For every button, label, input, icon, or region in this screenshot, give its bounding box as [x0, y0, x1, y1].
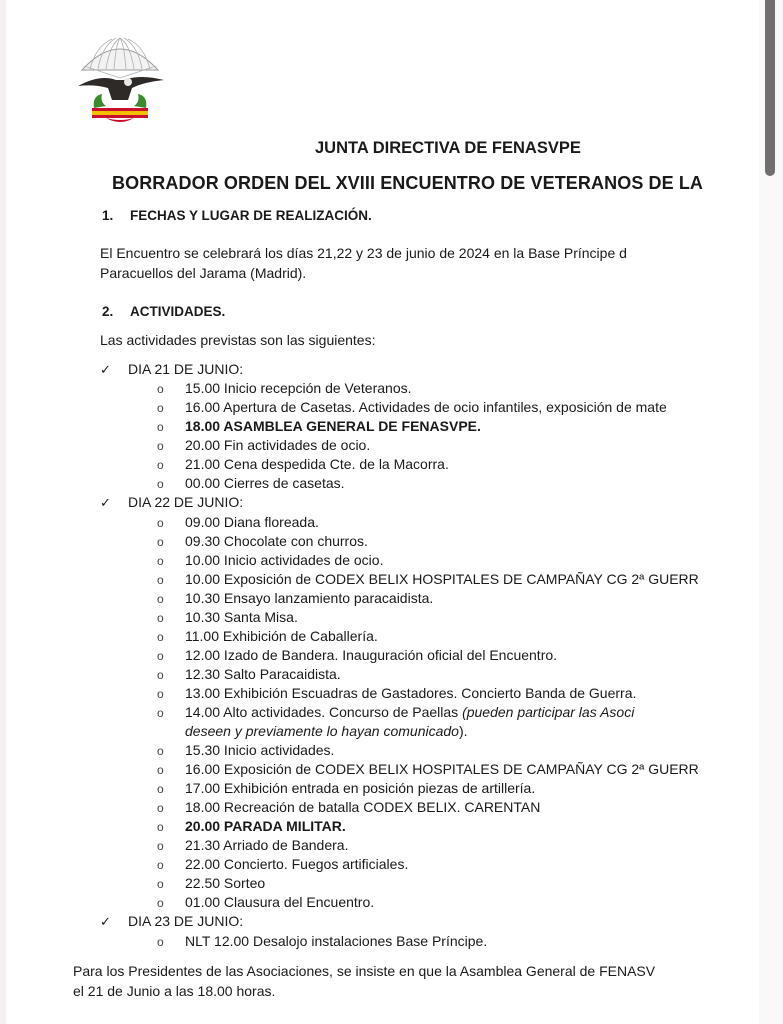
section-2-heading: [102, 304, 225, 319]
section-title: ACTIVIDADES.: [130, 304, 226, 319]
circle-bullet-icon: o: [157, 858, 164, 872]
circle-bullet-icon: o: [157, 382, 164, 396]
list-item: o 10.30 Santa Misa.: [157, 609, 298, 625]
circle-bullet-icon: o: [157, 744, 164, 758]
circle-bullet-icon: o: [157, 649, 164, 663]
list-item: o 16.00 Apertura de Casetas. Actividades de ocio infantiles, exposición de mate: [157, 399, 667, 415]
list-item-asamblea: o 18.00 ASAMBLEA GENERAL DE FENASVPE.: [157, 418, 481, 434]
circle-bullet-icon: o: [157, 458, 164, 472]
list-item: o 16.00 Exposición de CODEX BELIX HOSPITALES DE CAMPAÑAY CG 2ª GUERR: [157, 761, 699, 777]
circle-bullet-icon: o: [157, 935, 164, 949]
list-item: o 10.30 Ensayo lanzamiento paracaidista.: [157, 590, 434, 606]
footer-note-line-2: el 21 de Junio a las 18.00 horas.: [73, 983, 276, 999]
circle-bullet-icon: o: [157, 439, 164, 453]
day-label: DIA 23 DE JUNIO:: [128, 913, 244, 929]
list-item: o 22.50 Sorteo: [157, 875, 266, 891]
day-label: DIA 22 DE JUNIO:: [128, 494, 244, 510]
circle-bullet-icon: o: [157, 877, 164, 891]
section-1-text-line-1: El Encuentro se celebrará los días 21,22 y 23 de junio de 2024 en la Base Príncipe d: [100, 245, 627, 261]
circle-bullet-icon: o: [157, 535, 164, 549]
list-item: o 20.00 Fin actividades de ocio.: [157, 437, 371, 453]
circle-bullet-icon: o: [157, 516, 164, 530]
list-item-paellas-continuation: deseen y previamente lo hayan comunicado).: [185, 723, 468, 739]
list-item: o 12.00 Izado de Bandera. Inauguración oficial del Encuentro.: [157, 647, 558, 663]
checkmark-icon: ✓: [100, 495, 111, 510]
checkmark-icon: ✓: [100, 362, 111, 377]
list-item: o 09.00 Diana floreada.: [157, 514, 319, 530]
day-23-heading: [100, 913, 243, 930]
circle-bullet-icon: o: [157, 763, 164, 777]
section-number: 1.: [102, 208, 114, 223]
section-1-text-line-2: Paracuellos del Jarama (Madrid).: [100, 265, 307, 281]
circle-bullet-icon: o: [157, 592, 164, 606]
circle-bullet-icon: o: [157, 706, 164, 720]
circle-bullet-icon: o: [157, 573, 164, 587]
circle-bullet-icon: o: [157, 477, 164, 491]
day-label: DIA 21 DE JUNIO:: [128, 361, 244, 377]
list-item: o 17.00 Exhibición entrada en posición piezas de artillería.: [157, 780, 536, 796]
section-title: FECHAS Y LUGAR DE REALIZACIÓN.: [130, 208, 372, 223]
list-item: o 21.00 Cena despedida Cte. de la Macorra.: [157, 456, 449, 472]
paratrooper-eagle-logo-icon: [72, 36, 168, 128]
list-item: o 15.00 Inicio recepción de Veteranos.: [157, 380, 412, 396]
list-item-paellas: o 14.00 Alto actividades. Concurso de Paellas (pueden participar las Asoci: [157, 704, 635, 720]
circle-bullet-icon: o: [157, 630, 164, 644]
list-item: o 13.00 Exhibición Escuadras de Gastadores. Concierto Banda de Guerra.: [157, 685, 637, 701]
circle-bullet-icon: o: [157, 611, 164, 625]
list-item: o 18.00 Recreación de batalla CODEX BELIX. CARENTAN: [157, 799, 541, 815]
circle-bullet-icon: o: [157, 782, 164, 796]
scrollbar-thumb[interactable]: [765, 0, 775, 176]
list-item: o 10.00 Exposición de CODEX BELIX HOSPITALES DE CAMPAÑAY CG 2ª GUERR: [157, 571, 699, 587]
list-item: o 22.00 Concierto. Fuegos artificiales.: [157, 856, 409, 872]
circle-bullet-icon: o: [157, 668, 164, 682]
circle-bullet-icon: o: [157, 401, 164, 415]
circle-bullet-icon: o: [157, 820, 164, 834]
document-heading: JUNTA DIRECTIVA DE FENASVPE: [315, 139, 581, 157]
document-title: BORRADOR ORDEN DEL XVIII ENCUENTRO DE VETERANOS DE LA: [112, 173, 704, 193]
circle-bullet-icon: o: [157, 896, 164, 910]
section-2-intro: Las actividades previstas son las siguientes:: [100, 332, 376, 348]
section-1-heading: [102, 208, 372, 223]
day-21-heading: [100, 361, 243, 378]
circle-bullet-icon: o: [157, 420, 164, 434]
circle-bullet-icon: o: [157, 687, 164, 701]
circle-bullet-icon: o: [157, 554, 164, 568]
circle-bullet-icon: o: [157, 801, 164, 815]
list-item: o 21.30 Arriado de Bandera.: [157, 837, 349, 853]
day-22-heading: [100, 494, 243, 511]
section-number: 2.: [102, 304, 114, 319]
list-item: o 15.30 Inicio actividades.: [157, 742, 335, 758]
list-item: o 12.30 Salto Paracaidista.: [157, 666, 341, 682]
list-item: o 11.00 Exhibición de Caballería.: [157, 628, 378, 644]
list-item: o NLT 12.00 Desalojo instalaciones Base Príncipe.: [157, 933, 488, 949]
list-item: o 00.00 Cierres de casetas.: [157, 475, 345, 491]
list-item: o 10.00 Inicio actividades de ocio.: [157, 552, 384, 568]
footer-note-line-1: Para los Presidentes de las Asociaciones, se insiste en que la Asamblea General de FENASV: [73, 963, 656, 979]
circle-bullet-icon: o: [157, 839, 164, 853]
checkmark-icon: ✓: [100, 914, 111, 929]
list-item: o 09.30 Chocolate con churros.: [157, 533, 368, 549]
list-item: o 01.00 Clausura del Encuentro.: [157, 894, 375, 910]
list-item-parada-militar: o 20.00 PARADA MILITAR.: [157, 818, 346, 834]
